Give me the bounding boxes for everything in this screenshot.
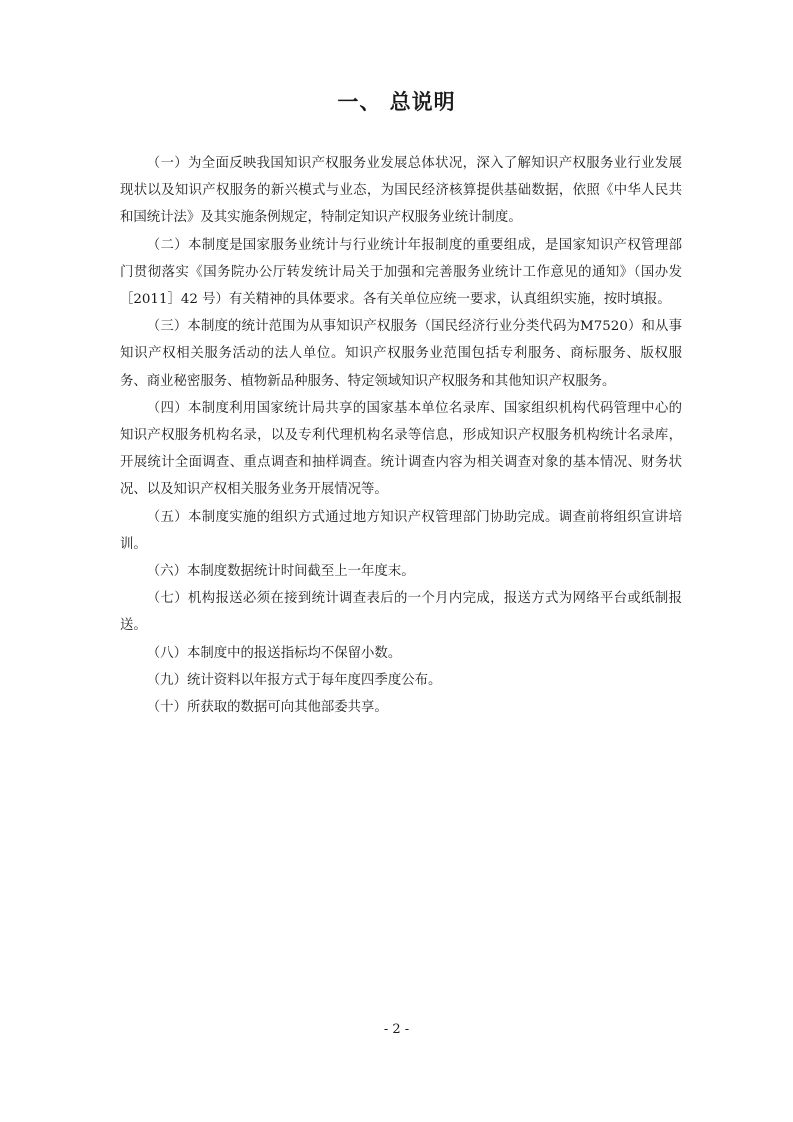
paragraph-1: （一）为全面反映我国知识产权服务业发展总体状况，深入了解知识产权服务业行业发展现状以及知识产权服务的新兴模式与业态，为国民经济核算提供基础数据，依照《中华人民共和国统计法》及其实施条例规定，特制定知识产权服务业统计制度。 xyxy=(120,156,682,226)
paragraph-4: （四）本制度利用国家统计局共享的国家基本单位名录库、国家组织机构代码管理中心的知识产权服务机构名录，以及专利代理机构名录等信息，形成知识产权服务机构统计名录库，开展统计全面调查、重点调查和抽样调查。统计调查内容为相关调查对象的基本情况、财务状况、以及知识产权相关服务业务开展情况等。 xyxy=(120,400,682,498)
page-number: - 2 - xyxy=(383,1022,410,1037)
paragraph-3: （三）本制度的统计范围为从事知识产权服务（国民经济行业分类代码为M7520）和从事知识产权相关服务活动的法人单位。知识产权服务业范围包括专利服务、商标服务、版权服务、商业秘密服务、植物新品种服务、特定领域知识产权服务和其他知识产权服务。 xyxy=(120,319,682,389)
paragraph-7: （七）机构报送必须在接到统计调查表后的一个月内完成，报送方式为网络平台或纸制报送。 xyxy=(120,591,682,634)
page-title: 一、 总说明 xyxy=(337,90,456,114)
paragraph-2: （二）本制度是国家服务业统计与行业统计年报制度的重要组成，是国家知识产权管理部门贯彻落实《国务院办公厅转发统计局关于加强和完善服务业统计工作意见的通知》（国办发［2011］42 号）有关精神的具体要求。各有关单位应统一要求，认真组织实施，按时填报。 xyxy=(120,237,682,308)
paragraph-5: （五）本制度实施的组织方式通过地方知识产权管理部门协助完成。调查前将组织宣讲培训。 xyxy=(120,509,682,552)
paragraph-10: （十）所获取的数据可向其他部委共享。 xyxy=(146,700,388,716)
paragraph-6: （六）本制度数据统计时间截至上一年度末。 xyxy=(146,564,415,580)
paragraph-9: （九）统计资料以年报方式于每年度四季度公布。 xyxy=(146,672,442,688)
paragraph-8: （八）本制度中的报送指标均不保留小数。 xyxy=(146,645,402,661)
document-body xyxy=(120,150,682,721)
